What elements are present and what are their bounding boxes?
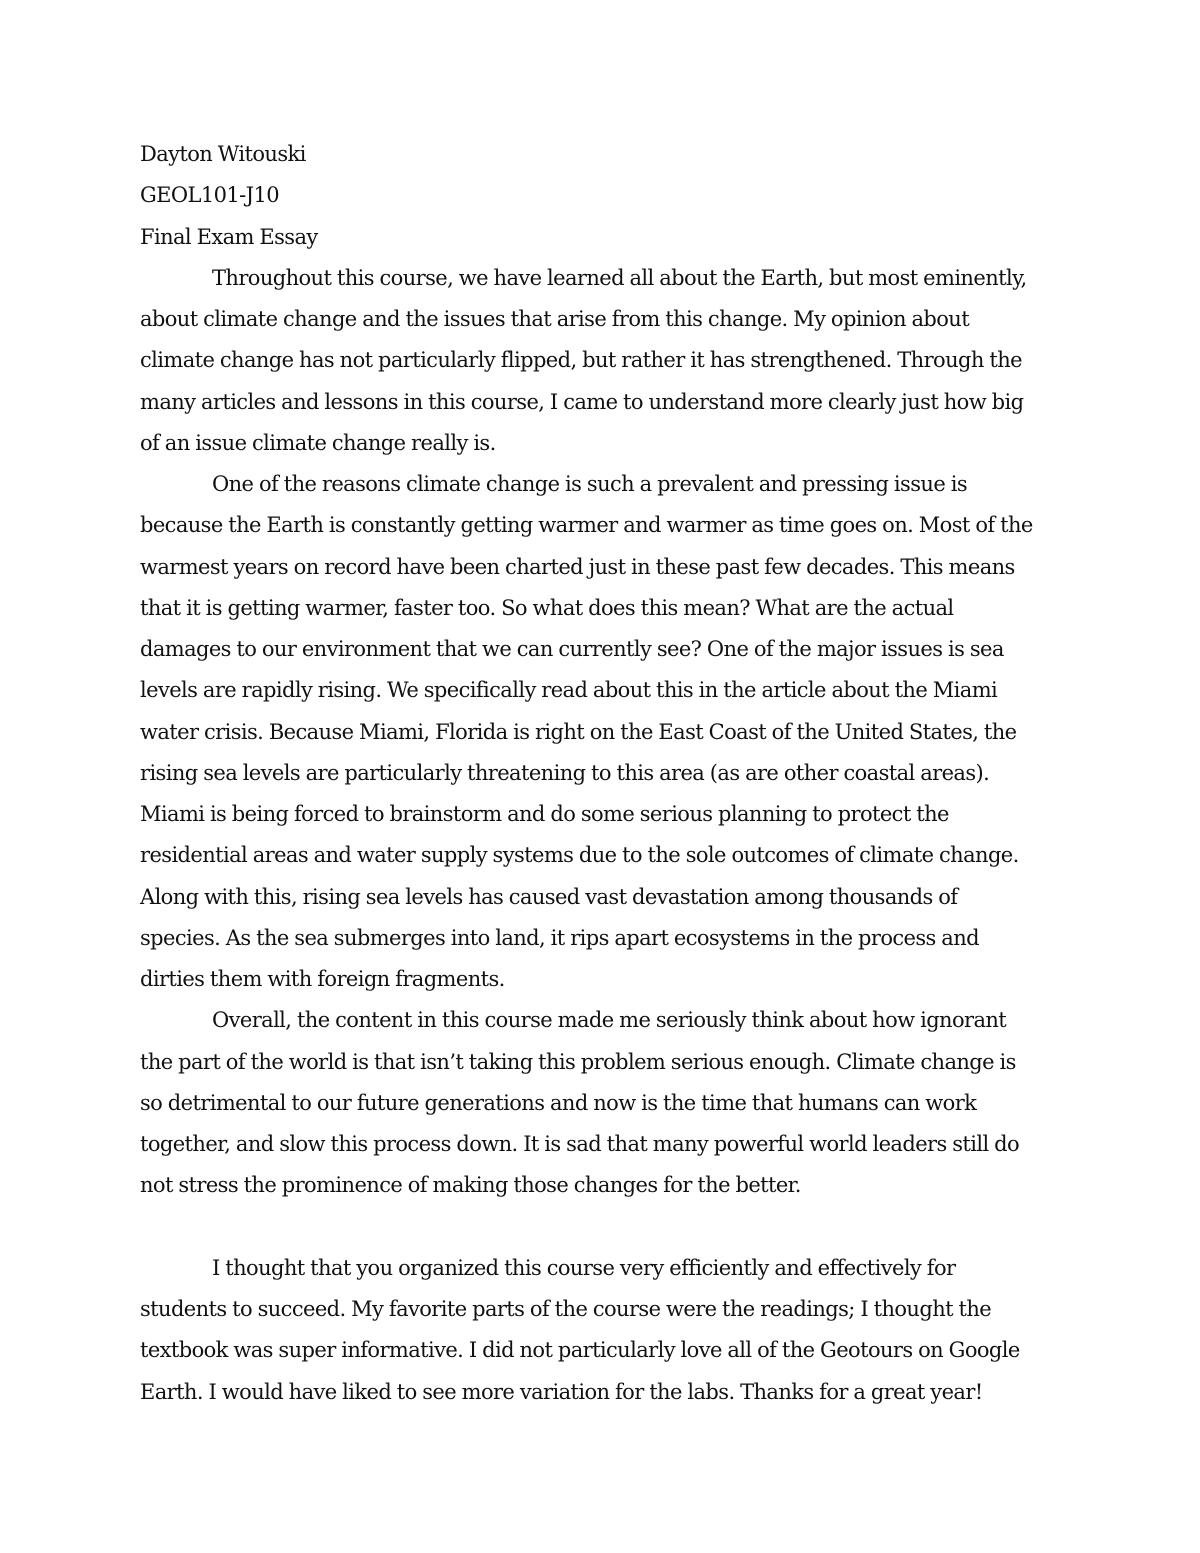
paragraph-2 [140, 464, 1060, 1000]
text-line: Miami is being forced to brainstorm and do some serious planning to protect the [140, 802, 949, 826]
text-line: damages to our environment that we can currently see? One of the major issues is sea [140, 637, 1004, 661]
text-line: Earth. I would have liked to see more variation for the labs. Thanks for a great year! [140, 1379, 983, 1404]
text-line: Throughout this course, we have learned all about the Earth, but most eminently, [212, 265, 1027, 290]
text-line: Along with this, rising sea levels has caused vast devastation among thousands of [140, 884, 958, 909]
text-line: Overall, the content in this course made me seriously think about how ignorant [212, 1008, 1007, 1033]
text-line: many articles and lessons in this course, I came to understand more clearly just how big [140, 389, 1024, 414]
text-line: warmest years on record have been charted just in these past few decades. This means [140, 554, 1015, 579]
text-line: species. As the sea submerges into land, it rips apart ecosystems in the process and [140, 925, 979, 950]
paragraph-3 [140, 1000, 1060, 1206]
paragraph-1 [140, 258, 1060, 464]
text-line: of an issue climate change really is. [140, 430, 496, 455]
text-line: One of the reasons climate change is such a prevalent and pressing issue is [212, 472, 968, 496]
text-line: so detrimental to our future generations and now is the time that humans can work [140, 1090, 977, 1115]
text-line: residential areas and water supply systems due to the sole outcomes of climate change. [140, 843, 1019, 868]
text-line: about climate change and the issues that arise from this change. My opinion about [140, 307, 970, 331]
text-line: together, and slow this process down. It is sad that many powerful world leaders still do [140, 1132, 1020, 1156]
text-line: climate change has not particularly flipped, but rather it has strengthened. Through the [140, 348, 1022, 373]
text-line: rising sea levels are particularly threatening to this area (as are other coastal areas). [140, 760, 990, 785]
text-line: because the Earth is constantly getting warmer and warmer as time goes on. Most of the [140, 513, 1033, 538]
text-line: I thought that you organized this course very efficiently and effectively for [212, 1255, 956, 1280]
course-code: GEOL101-J10 [140, 183, 279, 208]
text-line: the part of the world is that isn’t taking this problem serious enough. Climate change is [140, 1049, 1016, 1074]
paragraph-gap [140, 1207, 1060, 1248]
text-line: that it is getting warmer, faster too. So what does this mean? What are the actual [140, 595, 954, 620]
essay-title: Final Exam Essay [140, 224, 318, 249]
text-line: dirties them with foreign fragments. [140, 967, 505, 991]
text-line: students to succeed. My favorite parts of the course were the readings; I thought the [140, 1297, 992, 1321]
text-line: water crisis. Because Miami, Florida is right on the East Coast of the United States, the [140, 719, 1017, 744]
essay-body [140, 134, 1060, 1413]
text-line: levels are rapidly rising. We specifically read about this in the article about the Miami [140, 678, 998, 703]
paragraph-4 [140, 1248, 1060, 1413]
author-name: Dayton Witouski [140, 142, 306, 166]
text-line: textbook was super informative. I did not particularly love all of the Geotours on Google [140, 1338, 1020, 1363]
text-line: not stress the prominence of making those changes for the better. [140, 1173, 801, 1198]
